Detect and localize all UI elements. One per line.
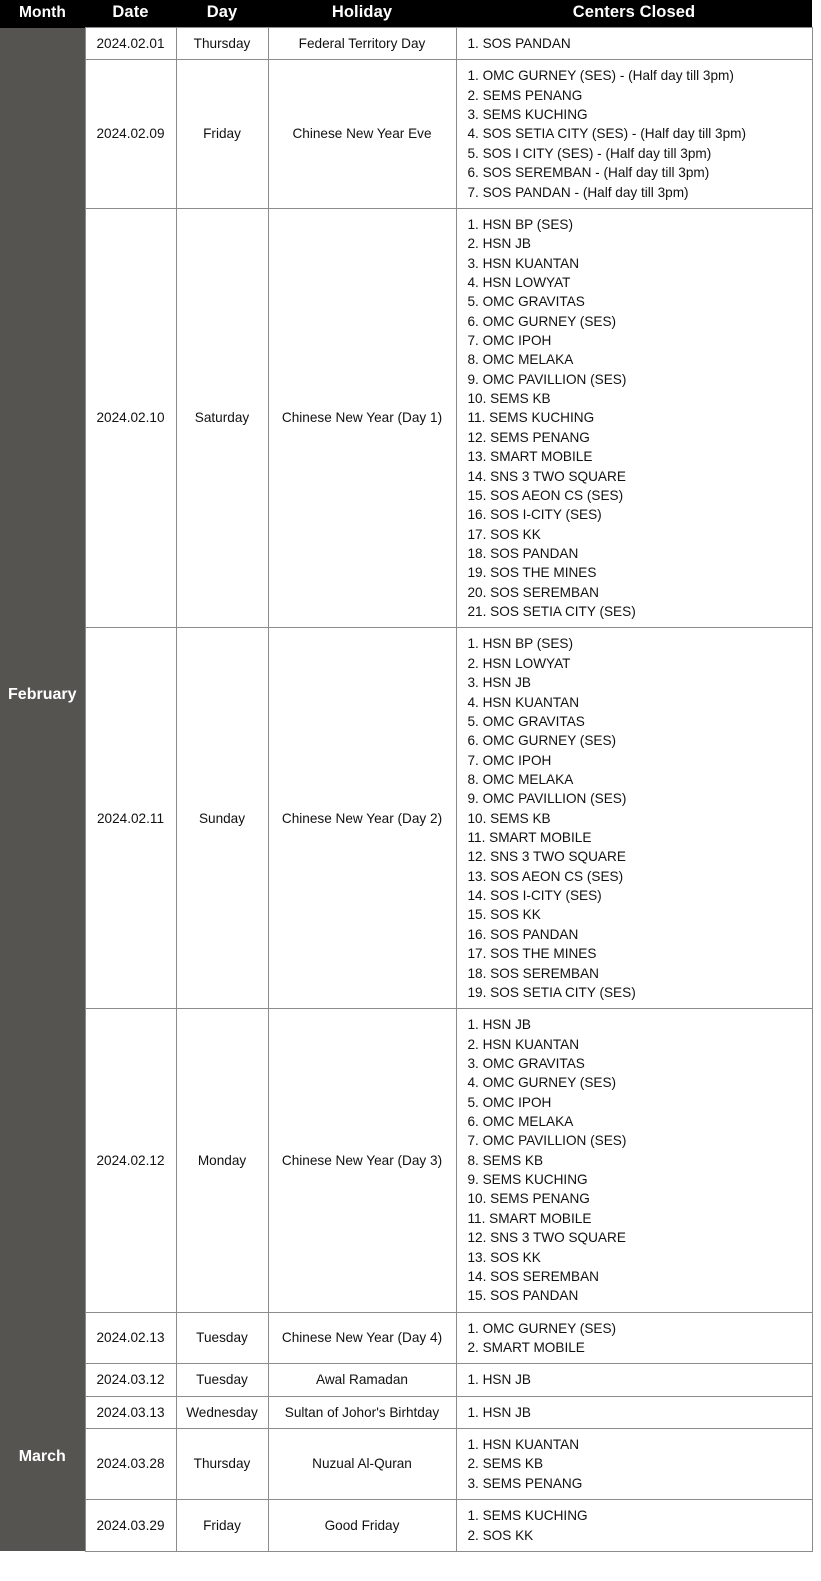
center-list-item: 17. SOS KK bbox=[467, 526, 541, 542]
table-row bbox=[0, 60, 812, 209]
centers-closed-cell bbox=[456, 1364, 812, 1396]
column-header-centers-closed: Centers Closed bbox=[456, 0, 812, 28]
centers-closed-list bbox=[468, 34, 808, 53]
day-cell: Sunday bbox=[176, 628, 268, 1009]
center-list-item: 5. SOS I CITY (SES) - (Half day till 3pm) bbox=[467, 145, 712, 161]
table-body bbox=[0, 28, 812, 1552]
center-list-item: 12. SEMS PENANG bbox=[467, 429, 590, 445]
day-cell: Thursday bbox=[176, 1429, 268, 1500]
center-list-item: 1. OMC GURNEY (SES) - (Half day till 3pm) bbox=[467, 68, 734, 84]
centers-closed-cell bbox=[456, 1500, 812, 1552]
center-list-item: 1. HSN KUANTAN bbox=[467, 1437, 580, 1453]
center-list-item: 7. OMC PAVILLION (SES) bbox=[467, 1133, 627, 1149]
center-list-item: 15. SOS PANDAN bbox=[467, 1288, 579, 1304]
center-list-item: 2. HSN LOWYAT bbox=[467, 655, 571, 671]
center-list-item: 9. OMC PAVILLION (SES) bbox=[467, 371, 627, 387]
date-cell: 2024.03.29 bbox=[85, 1500, 176, 1552]
centers-closed-cell bbox=[456, 60, 812, 209]
center-list-item: 6. OMC MELAKA bbox=[467, 1114, 574, 1130]
header-row bbox=[0, 0, 812, 28]
centers-closed-cell bbox=[456, 28, 812, 60]
center-list-item: 11. SMART MOBILE bbox=[467, 1210, 592, 1226]
centers-closed-cell bbox=[456, 1312, 812, 1364]
center-list-item: 21. SOS SETIA CITY (SES) bbox=[467, 604, 636, 620]
day-cell: Friday bbox=[176, 60, 268, 209]
center-list-item: 10. SEMS KB bbox=[467, 810, 551, 826]
holiday-name-cell: Chinese New Year (Day 1) bbox=[268, 208, 456, 628]
centers-closed-list bbox=[468, 1435, 808, 1493]
center-list-item: 16. SOS PANDAN bbox=[467, 926, 579, 942]
center-list-item: 1. OMC GURNEY (SES) bbox=[467, 1320, 617, 1336]
column-header-month: Month bbox=[0, 0, 85, 28]
center-list-item: 14. SOS SEREMBAN bbox=[467, 1268, 599, 1284]
date-cell: 2024.02.09 bbox=[85, 60, 176, 209]
center-list-item: 2. SMART MOBILE bbox=[467, 1340, 585, 1355]
center-list-item: 4. SOS SETIA CITY (SES) - (Half day till 3pm) bbox=[467, 126, 746, 142]
center-list-item: 18. SOS SEREMBAN bbox=[467, 965, 599, 981]
holiday-name-cell: Chinese New Year (Day 4) bbox=[268, 1312, 456, 1364]
center-list-item: 17. SOS THE MINES bbox=[467, 946, 597, 962]
center-list-item: 13. SOS AEON CS (SES) bbox=[467, 868, 624, 884]
center-list-item: 9. OMC PAVILLION (SES) bbox=[467, 791, 627, 807]
center-list-item: 14. SNS 3 TWO SQUARE bbox=[467, 468, 626, 484]
center-list-item: 10. SEMS PENANG bbox=[467, 1191, 590, 1207]
center-list-item: 6. OMC GURNEY (SES) bbox=[467, 313, 617, 329]
date-cell: 2024.03.12 bbox=[85, 1364, 176, 1396]
holiday-name-cell: Chinese New Year (Day 3) bbox=[268, 1009, 456, 1312]
center-list-item: 1. SOS PANDAN bbox=[467, 36, 571, 51]
center-list-item: 2. HSN KUANTAN bbox=[467, 1036, 580, 1052]
center-list-item: 15. SOS AEON CS (SES) bbox=[467, 487, 624, 503]
center-list-item: 13. SOS KK bbox=[467, 1249, 541, 1265]
centers-closed-list bbox=[468, 1015, 808, 1305]
center-list-item: 3. HSN JB bbox=[467, 675, 531, 691]
center-list-item: 7. OMC IPOH bbox=[467, 752, 552, 768]
table-row bbox=[0, 1429, 812, 1500]
holiday-name-cell: Awal Ramadan bbox=[268, 1364, 456, 1396]
center-list-item: 19. SOS SETIA CITY (SES) bbox=[467, 984, 636, 1000]
center-list-item: 12. SNS 3 TWO SQUARE bbox=[467, 1230, 626, 1246]
holiday-name-cell: Good Friday bbox=[268, 1500, 456, 1552]
table-header bbox=[0, 0, 812, 28]
holiday-name-cell: Sultan of Johor's Birhtday bbox=[268, 1396, 456, 1428]
day-cell: Friday bbox=[176, 1500, 268, 1552]
centers-closed-cell bbox=[456, 1396, 812, 1428]
table-row bbox=[0, 28, 812, 60]
center-list-item: 19. SOS THE MINES bbox=[467, 565, 597, 581]
center-list-item: 1. HSN BP (SES) bbox=[467, 216, 574, 232]
centers-closed-list bbox=[468, 66, 808, 202]
center-list-item: 1. HSN JB bbox=[467, 1404, 531, 1420]
date-cell: 2024.03.13 bbox=[85, 1396, 176, 1428]
centers-closed-list bbox=[468, 1319, 808, 1358]
center-list-item: 5. OMC GRAVITAS bbox=[467, 294, 585, 310]
center-list-item: 14. SOS I-CITY (SES) bbox=[467, 888, 602, 904]
center-list-item: 1. SEMS KUCHING bbox=[467, 1508, 588, 1524]
center-list-item: 20. SOS SEREMBAN bbox=[467, 584, 599, 600]
date-cell: 2024.02.13 bbox=[85, 1312, 176, 1364]
center-list-item: 4. OMC GURNEY (SES) bbox=[467, 1075, 617, 1091]
center-list-item: 3. OMC GRAVITAS bbox=[467, 1055, 585, 1071]
center-list-item: 4. HSN LOWYAT bbox=[467, 274, 571, 290]
column-header-holiday: Holiday bbox=[268, 0, 456, 28]
date-cell: 2024.03.28 bbox=[85, 1429, 176, 1500]
center-list-item: 11. SMART MOBILE bbox=[467, 830, 592, 846]
column-header-day: Day bbox=[176, 0, 268, 28]
day-cell: Tuesday bbox=[176, 1364, 268, 1396]
date-cell: 2024.02.01 bbox=[85, 28, 176, 60]
table-row bbox=[0, 1312, 812, 1364]
center-list-item: 6. OMC GURNEY (SES) bbox=[467, 733, 617, 749]
day-cell: Saturday bbox=[176, 208, 268, 628]
holiday-name-cell: Federal Territory Day bbox=[268, 28, 456, 60]
center-list-item: 4. HSN KUANTAN bbox=[467, 694, 580, 710]
center-list-item: 7. OMC IPOH bbox=[467, 333, 552, 349]
center-list-item: 8. OMC MELAKA bbox=[467, 352, 574, 368]
center-list-item: 15. SOS KK bbox=[467, 907, 541, 923]
date-cell: 2024.02.10 bbox=[85, 208, 176, 628]
center-list-item: 3. SEMS PENANG bbox=[467, 1475, 583, 1491]
center-list-item: 2. SEMS KB bbox=[467, 1456, 544, 1472]
center-list-item: 1. HSN JB bbox=[467, 1017, 531, 1033]
centers-closed-list bbox=[468, 215, 808, 622]
centers-closed-cell bbox=[456, 1009, 812, 1312]
center-list-item: 8. SEMS KB bbox=[467, 1152, 544, 1168]
center-list-item: 1. HSN JB bbox=[467, 1372, 531, 1388]
column-header-date: Date bbox=[85, 0, 176, 28]
center-list-item: 7. SOS PANDAN - (Half day till 3pm) bbox=[467, 184, 689, 200]
center-list-item: 5. OMC IPOH bbox=[467, 1094, 552, 1110]
table-row bbox=[0, 208, 812, 628]
centers-closed-cell bbox=[456, 208, 812, 628]
centers-closed-cell bbox=[456, 1429, 812, 1500]
centers-closed-list bbox=[468, 1403, 808, 1422]
table-row bbox=[0, 1396, 812, 1428]
day-cell: Thursday bbox=[176, 28, 268, 60]
center-list-item: 11. SEMS KUCHING bbox=[467, 410, 595, 426]
day-cell: Tuesday bbox=[176, 1312, 268, 1364]
center-list-item: 16. SOS I-CITY (SES) bbox=[467, 507, 602, 523]
date-cell: 2024.02.12 bbox=[85, 1009, 176, 1312]
center-list-item: 8. OMC MELAKA bbox=[467, 771, 574, 787]
centers-closed-list bbox=[468, 1370, 808, 1389]
centers-closed-list bbox=[468, 1506, 808, 1545]
center-list-item: 5. OMC GRAVITAS bbox=[467, 713, 585, 729]
center-list-item: 12. SNS 3 TWO SQUARE bbox=[467, 849, 626, 865]
month-label-cell: March bbox=[0, 1364, 85, 1552]
center-list-item: 2. HSN JB bbox=[467, 236, 531, 252]
table-row bbox=[0, 1009, 812, 1312]
center-list-item: 2. SEMS PENANG bbox=[467, 87, 583, 103]
holiday-name-cell: Nuzual Al-Quran bbox=[268, 1429, 456, 1500]
date-cell: 2024.02.11 bbox=[85, 628, 176, 1009]
table-row bbox=[0, 1500, 812, 1552]
center-list-item: 13. SMART MOBILE bbox=[467, 449, 593, 465]
centers-closed-list bbox=[468, 634, 808, 1002]
center-list-item: 9. SEMS KUCHING bbox=[467, 1172, 588, 1188]
center-list-item: 10. SEMS KB bbox=[467, 391, 551, 407]
center-list-item: 3. HSN KUANTAN bbox=[467, 255, 580, 271]
month-label-cell: February bbox=[0, 28, 85, 1364]
day-cell: Monday bbox=[176, 1009, 268, 1312]
centers-closed-cell bbox=[456, 628, 812, 1009]
day-cell: Wednesday bbox=[176, 1396, 268, 1428]
table-row bbox=[0, 628, 812, 1009]
center-list-item: 6. SOS SEREMBAN - (Half day till 3pm) bbox=[467, 165, 710, 181]
holiday-name-cell: Chinese New Year Eve bbox=[268, 60, 456, 209]
table-row bbox=[0, 1364, 812, 1396]
center-list-item: 1. HSN BP (SES) bbox=[467, 636, 574, 652]
center-list-item: 3. SEMS KUCHING bbox=[467, 107, 588, 123]
holiday-name-cell: Chinese New Year (Day 2) bbox=[268, 628, 456, 1009]
center-list-item: 18. SOS PANDAN bbox=[467, 545, 579, 561]
center-list-item: 2. SOS KK bbox=[467, 1527, 534, 1543]
